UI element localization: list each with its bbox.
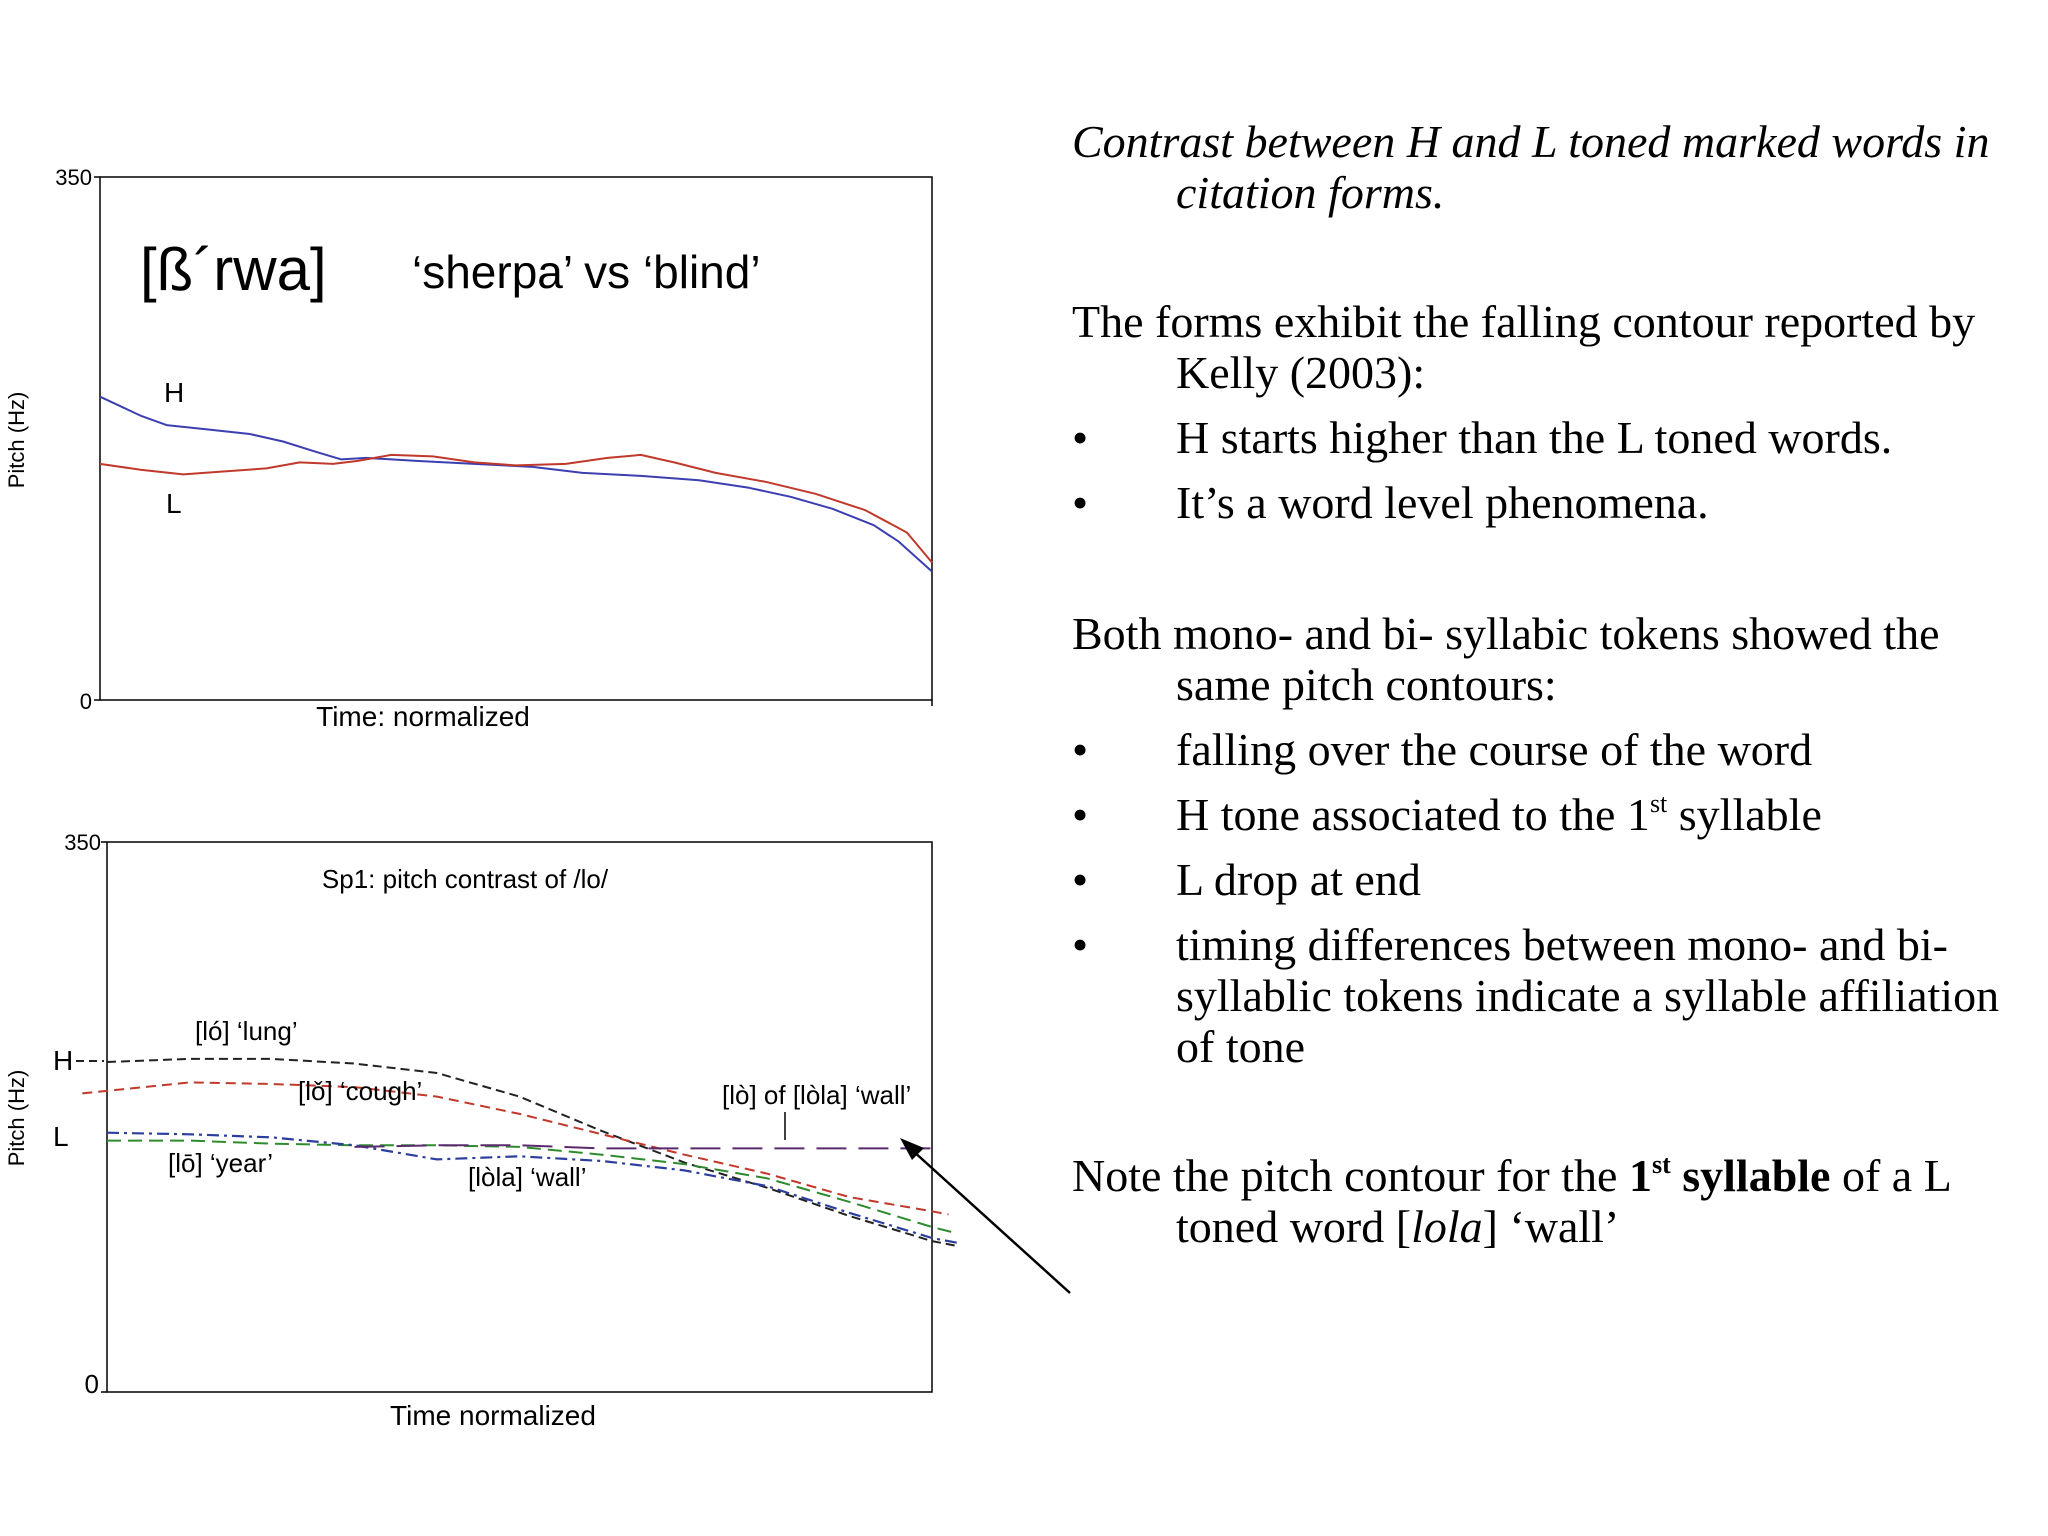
notes-para2: Both mono- and bi- syllabic tokens showed the same pitch contours:: [1072, 608, 1940, 710]
bullet-text-pre: H tone associated to the 1: [1176, 789, 1650, 840]
chart1-ytick-0: 0: [79, 689, 92, 714]
chart2-title: Sp1: pitch contrast of /lo/: [321, 864, 609, 894]
conclusion-mid: of a L toned word [: [1176, 1150, 1951, 1252]
chart1-series: [100, 397, 932, 572]
chart1-title: [ß´rwa]: [140, 236, 327, 303]
annotation-lo-of-lola: [lò] of [lòla] ‘wall’: [722, 1080, 912, 1110]
chart-lo-pitch: [4, 830, 957, 1431]
notes-intro: Contrast between H and L toned marked words in citation forms.: [1072, 116, 1990, 218]
chart2-xlabel: Time normalized: [390, 1400, 596, 1431]
bullet-item: [1072, 412, 2012, 463]
annotation-year: [lō] ‘year’: [168, 1148, 274, 1178]
bullet-item: [1072, 724, 2012, 775]
bullet-dot: •: [1072, 789, 1089, 840]
bullet-text: It’s a word level phenomena.: [1176, 477, 1709, 528]
chart1-label-h: H: [164, 377, 185, 408]
bullet-text: H starts higher than the L toned words.: [1176, 412, 1893, 463]
chart1-ytick-350: 350: [55, 165, 92, 190]
conclusion-pre: Note the pitch contour for the: [1072, 1150, 1629, 1201]
conclusion-end: ] ‘wall’: [1482, 1201, 1620, 1252]
conclusion-italic: lola: [1411, 1201, 1483, 1252]
bullet-text-post: syllable: [1667, 789, 1822, 840]
bullet-dot: •: [1072, 919, 1089, 970]
pointer-arrow: [900, 1138, 1070, 1293]
bullet-dot: •: [1072, 724, 1089, 775]
chart1-subtitle: ‘sherpa’ vs ‘blind’: [412, 246, 761, 298]
conclusion-bold-num: 1: [1628, 1150, 1652, 1201]
chart-bwa-pitch: [4, 165, 932, 732]
annotation-lung: [ló] ‘lung’: [195, 1016, 298, 1046]
chart2-ytick-0: 0: [84, 1369, 99, 1399]
conclusion-bold-sup: st: [1651, 1150, 1671, 1179]
chart1-label-l: L: [166, 488, 182, 519]
chart2-level-h: H: [53, 1045, 74, 1076]
chart1-ylabel: Pitch (Hz): [4, 391, 29, 489]
bullet-dot: •: [1072, 477, 1089, 528]
annotation-wall: [lòla] ‘wall’: [468, 1162, 587, 1192]
notes-conclusion: [1072, 1150, 2012, 1252]
bullet-text: timing differences between mono- and bi- syllablic tokens indicate a syllable affiliation of tone: [1176, 919, 2000, 1072]
notes-para1: The forms exhibit the falling contour reported by Kelly (2003):: [1072, 296, 1976, 398]
annotation-cough: [lǒ] ‘cough’: [298, 1076, 423, 1106]
chart2-ytick-350: 350: [64, 830, 101, 855]
bullet-dot: •: [1072, 412, 1089, 463]
chart1-series-line-2: [100, 455, 932, 563]
chart2-level-l: L: [53, 1121, 69, 1152]
notes-panel: [1072, 116, 2012, 1252]
bullet-text-sup: st: [1649, 789, 1668, 818]
bullet-item: [1072, 854, 2012, 905]
chart1-series-line-1: [100, 397, 932, 572]
bullet-text: falling over the course of the word: [1176, 724, 1813, 775]
bullet-text: [1176, 789, 2012, 840]
bullet-text: L drop at end: [1176, 854, 1421, 905]
arrow-shaft: [912, 1150, 1070, 1293]
bullet-item: [1072, 477, 2012, 528]
conclusion-bold: [1629, 1150, 1831, 1201]
bullet-item: [1072, 789, 2012, 840]
bullet-dot: •: [1072, 854, 1089, 905]
chart1-xlabel: Time: normalized: [316, 701, 530, 732]
chart2-ylabel: Pitch (Hz): [4, 1069, 29, 1167]
bullet-item: [1072, 919, 2012, 1072]
chart2-frame: [107, 842, 932, 1392]
conclusion-bold-post: syllable: [1670, 1150, 1831, 1201]
